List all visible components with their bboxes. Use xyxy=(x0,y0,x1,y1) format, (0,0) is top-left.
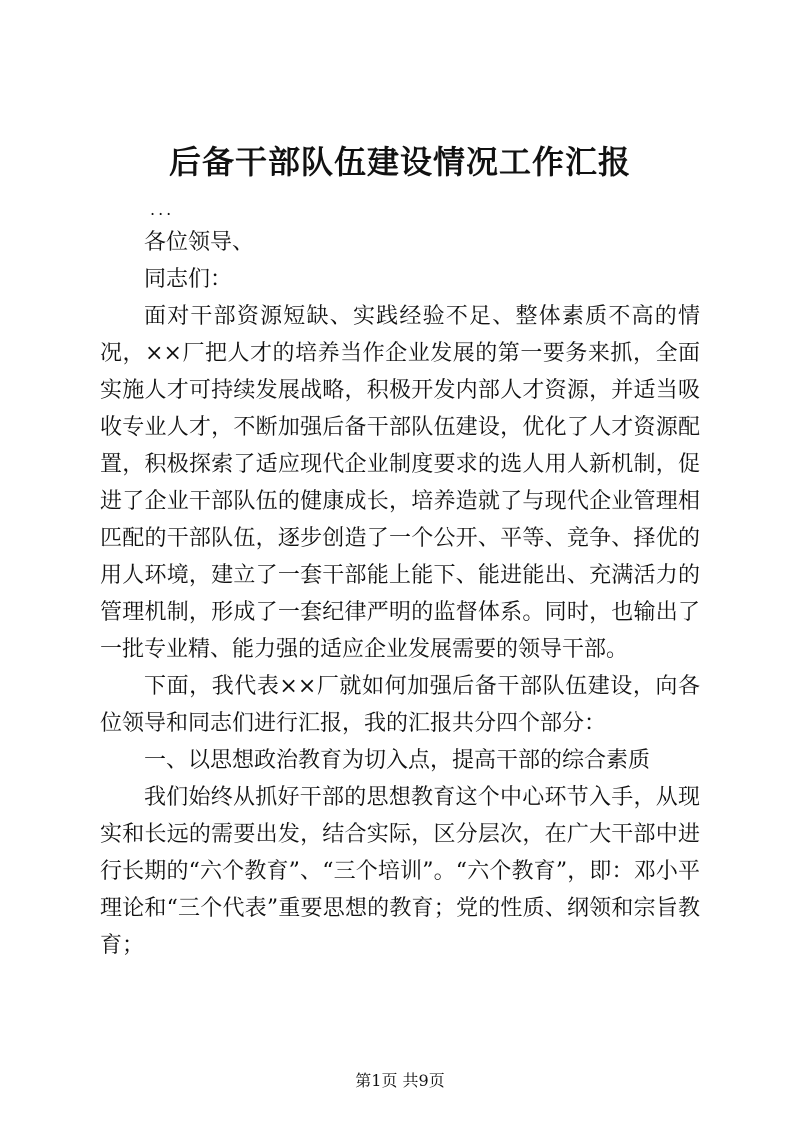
paragraph-outline: 下面，我代表××厂就如何加强后备干部队伍建设，向各位领导和同志们进行汇报，我的汇报共分四个部分： xyxy=(100,674,700,736)
document-title: 后备干部队伍建设情况工作汇报 xyxy=(168,143,631,181)
ellipsis-marker: ... xyxy=(150,200,175,219)
salutation-line-1: 各位领导、 xyxy=(144,230,255,255)
page-number-footer: 第1页 共9页 xyxy=(355,1071,445,1090)
paragraph-section-1: 我们始终从抓好干部的思想教育这个中心环节入手，从现实和长远的需要出发，结合实际，区分层次，在广大干部中进行长期的“六个教育”、“三个培训”。“六个教育”，即：邓小平理论和“三个代表”重要思想的教育；党的性质、纲领和宗旨教育； xyxy=(100,785,700,958)
document-body xyxy=(100,224,700,964)
salutation-line-2: 同志们： xyxy=(144,267,233,292)
section-heading-1: 一、以思想政治教育为切入点，提高干部的综合素质 xyxy=(144,748,651,773)
paragraph-intro: 面对干部资源短缺、实践经验不足、整体素质不高的情况，××厂把人才的培养当作企业发展的第一要务来抓，全面实施人才可持续发展战略，积极开发内部人才资源，并适当吸收专业人才，不断加强后备干部队伍建设，优化了人才资源配置，积极探索了适应现代企业制度要求的选人用人新机制，促进了企业干部队伍的健康成长，培养造就了与现代企业管理相匹配的干部队伍，逐步创造了一个公开、平等、竞争、择优的用人环境，建立了一套干部能上能下、能进能出、充满活力的管理机制，形成了一套纪律严明的监督体系。同时，也输出了一批专业精、能力强的适应企业发展需要的领导干部。 xyxy=(100,304,700,662)
